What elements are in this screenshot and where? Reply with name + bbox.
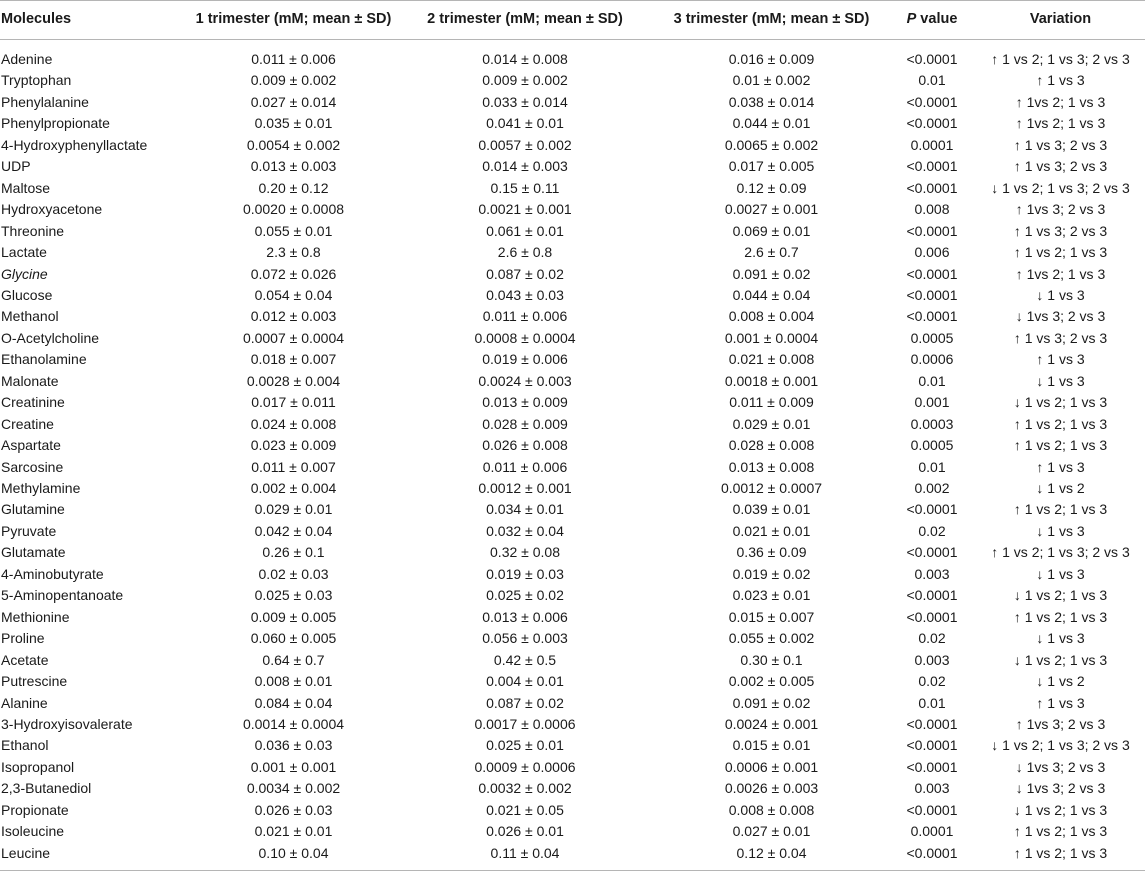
cell-p-value: 0.01	[918, 72, 946, 89]
cell-molecule: Propionate	[1, 801, 69, 818]
cell-trimester-1: 0.009 ± 0.002	[250, 72, 337, 89]
cell-trimester-1: 2.3 ± 0.8	[266, 244, 321, 261]
header-variation: Variation	[1029, 11, 1092, 27]
cell-p-value: 0.0001	[910, 136, 954, 153]
table-row	[0, 49, 1145, 70]
cell-trimester-2: 0.014 ± 0.003	[482, 158, 568, 175]
cell-trimester-2: 0.0032 ± 0.002	[478, 780, 572, 797]
cell-trimester-2: 0.011 ± 0.006	[482, 458, 568, 475]
cell-variation: ↓ 1 vs 3	[1036, 372, 1085, 389]
cell-trimester-3: 0.015 ± 0.007	[728, 608, 815, 625]
cell-variation: ↓ 1 vs 3	[1036, 522, 1085, 539]
table-row	[0, 328, 1145, 349]
cell-trimester-2: 0.0024 ± 0.003	[478, 372, 572, 389]
cell-variation: ↑ 1 vs 2; 1 vs 3	[1013, 244, 1108, 261]
cell-variation: ↓ 1vs 3; 2 vs 3	[1015, 758, 1106, 775]
cell-p-value: <0.0001	[906, 801, 958, 818]
cell-trimester-1: 0.036 ± 0.03	[254, 737, 333, 754]
table-row	[0, 156, 1145, 177]
cell-trimester-1: 0.021 ± 0.01	[254, 823, 333, 840]
cell-trimester-2: 0.0021 ± 0.001	[478, 201, 572, 218]
cell-trimester-3: 2.6 ± 0.7	[744, 244, 799, 261]
cell-p-value: 0.003	[914, 780, 950, 797]
cell-trimester-3: 0.0024 ± 0.001	[724, 715, 819, 732]
cell-trimester-2: 2.6 ± 0.8	[497, 244, 553, 261]
cell-variation: ↑ 1vs 3; 2 vs 3	[1015, 715, 1106, 732]
table-row	[0, 221, 1145, 242]
cell-trimester-2: 0.087 ± 0.02	[486, 694, 564, 711]
cell-molecule: 5-Aminopentanoate	[1, 587, 124, 604]
cell-trimester-2: 0.033 ± 0.014	[482, 93, 568, 110]
cell-trimester-3: 0.038 ± 0.014	[728, 93, 815, 110]
cell-trimester-2: 0.056 ± 0.003	[482, 630, 568, 647]
cell-trimester-2: 0.019 ± 0.006	[482, 351, 568, 368]
cell-trimester-2: 0.004 ± 0.01	[486, 673, 564, 690]
cell-variation: ↓ 1 vs 2; 1 vs 3; 2 vs 3	[991, 179, 1130, 196]
cell-p-value: 0.001	[914, 394, 950, 411]
cell-molecule: 3-Hydroxyisovalerate	[1, 715, 133, 732]
table-row	[0, 371, 1145, 392]
table-row	[0, 285, 1145, 306]
cell-molecule: Methanol	[1, 308, 59, 325]
cell-p-value: <0.0001	[906, 93, 958, 110]
table-row	[0, 349, 1145, 370]
cell-p-value: <0.0001	[906, 179, 958, 196]
cell-molecule: 2,3-Butanediol	[1, 780, 92, 797]
cell-trimester-2: 0.0009 ± 0.0006	[474, 758, 576, 775]
table-row	[0, 392, 1145, 413]
cell-trimester-3: 0.013 ± 0.008	[728, 458, 815, 475]
cell-trimester-3: 0.12 ± 0.04	[736, 844, 807, 861]
cell-variation: ↑ 1 vs 2; 1 vs 3	[1013, 823, 1108, 840]
cell-p-value: <0.0001	[906, 715, 958, 732]
header-molecules: Molecules	[1, 11, 72, 27]
header-p-letter: P	[906, 11, 917, 27]
cell-molecule: Creatinine	[1, 394, 65, 411]
cell-variation: ↑ 1 vs 3; 2 vs 3	[1013, 158, 1108, 175]
cell-molecule: O-Acetylcholine	[1, 329, 100, 346]
cell-trimester-1: 0.0007 ± 0.0004	[242, 329, 345, 346]
cell-trimester-3: 0.0065 ± 0.002	[724, 136, 819, 153]
cell-trimester-3: 0.0026 ± 0.003	[724, 780, 819, 797]
cell-variation: ↑ 1 vs 3; 2 vs 3	[1013, 222, 1108, 239]
cell-trimester-1: 0.009 ± 0.005	[250, 608, 337, 625]
header-trimester-3: 3 trimester (mM; mean ± SD)	[673, 11, 870, 27]
cell-p-value: 0.02	[918, 522, 946, 539]
table-header-row	[0, 0, 1145, 39]
cell-molecule: Threonine	[1, 222, 65, 239]
cell-p-value: <0.0001	[906, 737, 958, 754]
table-row	[0, 306, 1145, 327]
cell-trimester-3: 0.019 ± 0.02	[732, 565, 811, 582]
cell-trimester-1: 0.10 ± 0.04	[258, 844, 329, 861]
cell-trimester-3: 0.0006 ± 0.001	[724, 758, 819, 775]
cell-p-value: 0.0001	[910, 823, 954, 840]
cell-variation: ↑ 1 vs 2; 1 vs 3; 2 vs 3	[991, 51, 1130, 67]
cell-p-value: <0.0001	[906, 158, 958, 175]
table-row	[0, 178, 1145, 199]
cell-variation: ↓ 1 vs 2; 1 vs 3	[1013, 587, 1108, 604]
table-row	[0, 264, 1145, 285]
cell-variation: ↑ 1 vs 3	[1036, 72, 1085, 89]
table-row	[0, 92, 1145, 113]
table-header-rule	[0, 39, 1145, 40]
cell-trimester-1: 0.027 ± 0.014	[250, 93, 337, 110]
table-row	[0, 757, 1145, 778]
cell-trimester-3: 0.091 ± 0.02	[732, 694, 811, 711]
cell-molecule: Glycine	[1, 265, 48, 282]
table-row	[0, 564, 1145, 585]
cell-p-value: <0.0001	[906, 544, 958, 561]
cell-trimester-1: 0.023 ± 0.009	[250, 437, 337, 454]
table-row	[0, 778, 1145, 799]
cell-molecule: Hydroxyacetone	[1, 201, 103, 218]
cell-molecule: Ethanol	[1, 737, 49, 754]
cell-p-value: <0.0001	[906, 51, 958, 67]
table-row	[0, 800, 1145, 821]
cell-molecule: Creatine	[1, 415, 54, 432]
cell-variation: ↑ 1 vs 3	[1036, 458, 1085, 475]
cell-trimester-3: 0.044 ± 0.01	[732, 115, 811, 132]
cell-p-value: <0.0001	[906, 286, 958, 303]
cell-trimester-1: 0.035 ± 0.01	[254, 115, 333, 132]
cell-trimester-1: 0.025 ± 0.03	[254, 587, 333, 604]
cell-trimester-1: 0.084 ± 0.04	[254, 694, 333, 711]
cell-trimester-1: 0.011 ± 0.006	[251, 51, 336, 67]
cell-trimester-2: 0.32 ± 0.08	[490, 544, 560, 561]
cell-trimester-1: 0.008 ± 0.01	[254, 673, 333, 690]
cell-variation: ↓ 1 vs 2	[1036, 673, 1085, 690]
cell-trimester-3: 0.008 ± 0.004	[728, 308, 815, 325]
cell-trimester-2: 0.11 ± 0.04	[490, 844, 560, 861]
cell-variation: ↓ 1 vs 2; 1 vs 3	[1013, 394, 1108, 411]
cell-trimester-3: 0.091 ± 0.02	[732, 265, 811, 282]
cell-trimester-3: 0.002 ± 0.005	[728, 673, 815, 690]
table-row	[0, 521, 1145, 542]
cell-trimester-2: 0.034 ± 0.01	[486, 501, 564, 518]
cell-p-value: 0.002	[914, 480, 950, 496]
cell-trimester-2: 0.42 ± 0.5	[493, 651, 557, 668]
cell-molecule: Phenylpropionate	[1, 115, 110, 132]
cell-trimester-1: 0.26 ± 0.1	[262, 544, 325, 561]
cell-molecule: Glutamine	[1, 501, 65, 518]
cell-trimester-2: 0.026 ± 0.008	[482, 437, 568, 454]
cell-trimester-1: 0.0014 ± 0.0004	[242, 715, 345, 732]
cell-variation: ↑ 1 vs 3; 2 vs 3	[1013, 329, 1108, 346]
cell-p-value: <0.0001	[906, 844, 958, 861]
table-row	[0, 650, 1145, 671]
cell-trimester-1: 0.018 ± 0.007	[250, 351, 337, 368]
cell-trimester-2: 0.041 ± 0.01	[486, 115, 564, 132]
cell-molecule: Phenylalanine	[1, 93, 89, 110]
cell-p-value: <0.0001	[906, 222, 958, 239]
table-row	[0, 499, 1145, 520]
cell-trimester-1: 0.024 ± 0.008	[250, 415, 337, 432]
table-row	[0, 714, 1145, 735]
cell-trimester-1: 0.026 ± 0.03	[254, 801, 333, 818]
cell-p-value: <0.0001	[906, 758, 958, 775]
table-row	[0, 135, 1145, 156]
cell-variation: ↓ 1 vs 2; 1 vs 3; 2 vs 3	[991, 737, 1130, 754]
cell-trimester-3: 0.021 ± 0.01	[732, 522, 811, 539]
cell-variation: ↑ 1 vs 3; 2 vs 3	[1013, 136, 1108, 153]
cell-trimester-3: 0.008 ± 0.008	[728, 801, 815, 818]
cell-p-value: 0.003	[914, 651, 950, 668]
cell-variation: ↑ 1vs 2; 1 vs 3	[1015, 115, 1106, 132]
cell-trimester-1: 0.0020 ± 0.0008	[242, 201, 345, 218]
cell-trimester-1: 0.042 ± 0.04	[254, 522, 333, 539]
cell-trimester-2: 0.013 ± 0.006	[482, 608, 568, 625]
cell-p-value: <0.0001	[906, 265, 958, 282]
cell-trimester-1: 0.002 ± 0.004	[250, 480, 337, 496]
cell-trimester-3: 0.055 ± 0.002	[728, 630, 815, 647]
cell-trimester-3: 0.001 ± 0.0004	[724, 329, 819, 346]
cell-variation: ↑ 1 vs 2; 1 vs 3	[1013, 844, 1108, 861]
cell-variation: ↓ 1vs 3; 2 vs 3	[1015, 780, 1106, 797]
cell-trimester-2: 0.15 ± 0.11	[490, 179, 560, 196]
cell-p-value: 0.008	[914, 201, 950, 218]
cell-molecule: Proline	[1, 630, 45, 647]
cell-trimester-1: 0.0028 ± 0.004	[246, 372, 341, 389]
cell-p-value: 0.01	[918, 458, 946, 475]
table-row	[0, 414, 1145, 435]
cell-molecule: Aspartate	[1, 437, 61, 454]
cell-trimester-2: 0.025 ± 0.01	[486, 737, 564, 754]
cell-molecule: Tryptophan	[1, 72, 72, 89]
cell-p-value: 0.003	[914, 565, 950, 582]
cell-trimester-1: 0.02 ± 0.03	[258, 565, 329, 582]
table-row	[0, 843, 1145, 864]
cell-variation: ↑ 1vs 2; 1 vs 3	[1015, 265, 1106, 282]
cell-trimester-3: 0.36 ± 0.09	[736, 544, 807, 561]
cell-trimester-1: 0.001 ± 0.001	[250, 758, 337, 775]
cell-trimester-3: 0.027 ± 0.01	[732, 823, 811, 840]
cell-variation: ↓ 1 vs 2; 1 vs 3	[1013, 801, 1108, 818]
cell-variation: ↑ 1 vs 2; 1 vs 3	[1013, 437, 1108, 454]
cell-trimester-2: 0.0017 ± 0.0006	[474, 715, 576, 732]
header-trimester-1: 1 trimester (mM; mean ± SD)	[195, 11, 392, 27]
cell-p-value: <0.0001	[906, 115, 958, 132]
cell-variation: ↓ 1 vs 2; 1 vs 3	[1013, 651, 1108, 668]
cell-trimester-3: 0.12 ± 0.09	[736, 179, 807, 196]
cell-trimester-1: 0.20 ± 0.12	[258, 179, 329, 196]
cell-molecule: Isopropanol	[1, 758, 75, 775]
cell-molecule: Methylamine	[1, 480, 81, 496]
cell-p-value: 0.02	[918, 630, 946, 647]
cell-p-value: 0.0003	[910, 415, 954, 432]
cell-variation: ↑ 1vs 2; 1 vs 3	[1015, 93, 1106, 110]
cell-molecule: Glucose	[1, 286, 53, 303]
cell-trimester-3: 0.017 ± 0.005	[728, 158, 815, 175]
cell-trimester-3: 0.016 ± 0.009	[728, 51, 815, 67]
table-row	[0, 478, 1145, 499]
table-row	[0, 113, 1145, 134]
cell-variation: ↑ 1 vs 2; 1 vs 3	[1013, 415, 1108, 432]
cell-p-value: <0.0001	[906, 608, 958, 625]
cell-trimester-3: 0.01 ± 0.002	[732, 72, 811, 89]
cell-molecule: Ethanolamine	[1, 351, 87, 368]
cell-p-value: 0.0006	[910, 351, 954, 368]
cell-p-value: 0.0005	[910, 329, 954, 346]
table-row	[0, 735, 1145, 756]
cell-trimester-3: 0.028 ± 0.008	[728, 437, 815, 454]
table-row	[0, 607, 1145, 628]
cell-molecule: Pyruvate	[1, 522, 57, 539]
cell-trimester-2: 0.087 ± 0.02	[486, 265, 564, 282]
cell-molecule: Methionine	[1, 608, 70, 625]
cell-trimester-3: 0.029 ± 0.01	[732, 415, 811, 432]
cell-molecule: 4-Hydroxyphenyllactate	[1, 136, 148, 153]
cell-trimester-3: 0.044 ± 0.04	[732, 286, 811, 303]
cell-variation: ↑ 1vs 3; 2 vs 3	[1015, 201, 1106, 218]
cell-molecule: Alanine	[1, 694, 48, 711]
cell-trimester-2: 0.026 ± 0.01	[486, 823, 564, 840]
cell-trimester-1: 0.072 ± 0.026	[250, 265, 337, 282]
cell-trimester-1: 0.029 ± 0.01	[254, 501, 333, 518]
cell-variation: ↓ 1 vs 3	[1036, 286, 1085, 303]
cell-trimester-1: 0.060 ± 0.005	[250, 630, 337, 647]
cell-variation: ↑ 1 vs 3	[1036, 351, 1085, 368]
cell-trimester-1: 0.017 ± 0.011	[251, 394, 336, 411]
table-row	[0, 693, 1145, 714]
cell-molecule: Sarcosine	[1, 458, 64, 475]
cell-p-value: <0.0001	[906, 308, 958, 325]
cell-molecule: Isoleucine	[1, 823, 65, 840]
cell-trimester-1: 0.012 ± 0.003	[250, 308, 337, 325]
cell-trimester-2: 0.061 ± 0.01	[486, 222, 564, 239]
cell-variation: ↓ 1vs 3; 2 vs 3	[1015, 308, 1106, 325]
cell-molecule: Lactate	[1, 244, 47, 261]
cell-p-value: 0.01	[918, 372, 946, 389]
cell-trimester-3: 0.30 ± 0.1	[740, 651, 803, 668]
cell-molecule: Maltose	[1, 179, 51, 196]
cell-variation: ↑ 1 vs 3	[1036, 694, 1085, 711]
cell-p-value: <0.0001	[906, 587, 958, 604]
cell-molecule: 4-Aminobutyrate	[1, 565, 104, 582]
cell-trimester-1: 0.055 ± 0.01	[254, 222, 333, 239]
table-row	[0, 585, 1145, 606]
cell-trimester-1: 0.013 ± 0.003	[250, 158, 337, 175]
cell-trimester-3: 0.011 ± 0.009	[729, 394, 814, 411]
cell-trimester-2: 0.011 ± 0.006	[482, 308, 568, 325]
cell-trimester-2: 0.014 ± 0.008	[482, 51, 568, 67]
cell-molecule: Acetate	[1, 651, 49, 668]
cell-p-value: 0.02	[918, 673, 946, 690]
table-row	[0, 435, 1145, 456]
table-row	[0, 671, 1145, 692]
cell-variation: ↑ 1 vs 2; 1 vs 3; 2 vs 3	[991, 544, 1130, 561]
cell-p-value: 0.006	[914, 244, 950, 261]
header-trimester-2: 2 trimester (mM; mean ± SD)	[427, 11, 623, 27]
cell-trimester-2: 0.028 ± 0.009	[482, 415, 568, 432]
cell-p-value: <0.0001	[906, 501, 958, 518]
cell-molecule: Glutamate	[1, 544, 66, 561]
table-row	[0, 542, 1145, 563]
cell-trimester-2: 0.0057 ± 0.002	[478, 136, 572, 153]
cell-variation: ↑ 1 vs 2; 1 vs 3	[1013, 501, 1108, 518]
header-p-value	[894, 0, 970, 39]
table-row	[0, 199, 1145, 220]
cell-trimester-3: 0.015 ± 0.01	[732, 737, 811, 754]
cell-molecule: Leucine	[1, 844, 51, 861]
table-row	[0, 457, 1145, 478]
cell-trimester-2: 0.0012 ± 0.001	[478, 480, 572, 496]
table-row	[0, 821, 1145, 842]
cell-p-value: 0.01	[918, 694, 946, 711]
cell-trimester-3: 0.0027 ± 0.001	[724, 201, 819, 218]
cell-trimester-3: 0.039 ± 0.01	[732, 501, 811, 518]
cell-trimester-1: 0.64 ± 0.7	[262, 651, 325, 668]
cell-p-value: 0.0005	[910, 437, 954, 454]
table-row	[0, 628, 1145, 649]
cell-trimester-2: 0.025 ± 0.02	[486, 587, 564, 604]
cell-trimester-2: 0.013 ± 0.009	[482, 394, 568, 411]
table-row	[0, 70, 1145, 91]
cell-trimester-1: 0.011 ± 0.007	[251, 458, 336, 475]
cell-molecule: Adenine	[1, 51, 53, 67]
table-row	[0, 242, 1145, 263]
cell-trimester-3: 0.069 ± 0.01	[732, 222, 811, 239]
cell-trimester-1: 0.0034 ± 0.002	[246, 780, 341, 797]
cell-trimester-2: 0.0008 ± 0.0004	[474, 329, 576, 346]
cell-trimester-2: 0.009 ± 0.002	[482, 72, 568, 89]
cell-trimester-3: 0.0018 ± 0.001	[724, 372, 819, 389]
cell-molecule: UDP	[1, 158, 31, 175]
cell-trimester-2: 0.019 ± 0.03	[486, 565, 564, 582]
cell-molecule: Malonate	[1, 372, 59, 389]
cell-trimester-2: 0.021 ± 0.05	[486, 801, 564, 818]
cell-trimester-2: 0.032 ± 0.04	[486, 522, 564, 539]
header-p-rest: value	[916, 11, 958, 27]
cell-trimester-3: 0.021 ± 0.008	[728, 351, 815, 368]
cell-trimester-2: 0.043 ± 0.03	[486, 286, 564, 303]
cell-trimester-3: 0.023 ± 0.01	[732, 587, 811, 604]
table-bottom-rule	[0, 870, 1145, 871]
cell-trimester-1: 0.0054 ± 0.002	[246, 136, 341, 153]
cell-variation: ↑ 1 vs 2; 1 vs 3	[1013, 608, 1108, 625]
cell-trimester-3: 0.0012 ± 0.0007	[720, 480, 823, 496]
cell-variation: ↓ 1 vs 3	[1036, 630, 1085, 647]
cell-molecule: Putrescine	[1, 673, 68, 690]
cell-variation: ↓ 1 vs 2	[1036, 480, 1085, 496]
cell-trimester-1: 0.054 ± 0.04	[254, 286, 333, 303]
cell-variation: ↓ 1 vs 3	[1036, 565, 1085, 582]
